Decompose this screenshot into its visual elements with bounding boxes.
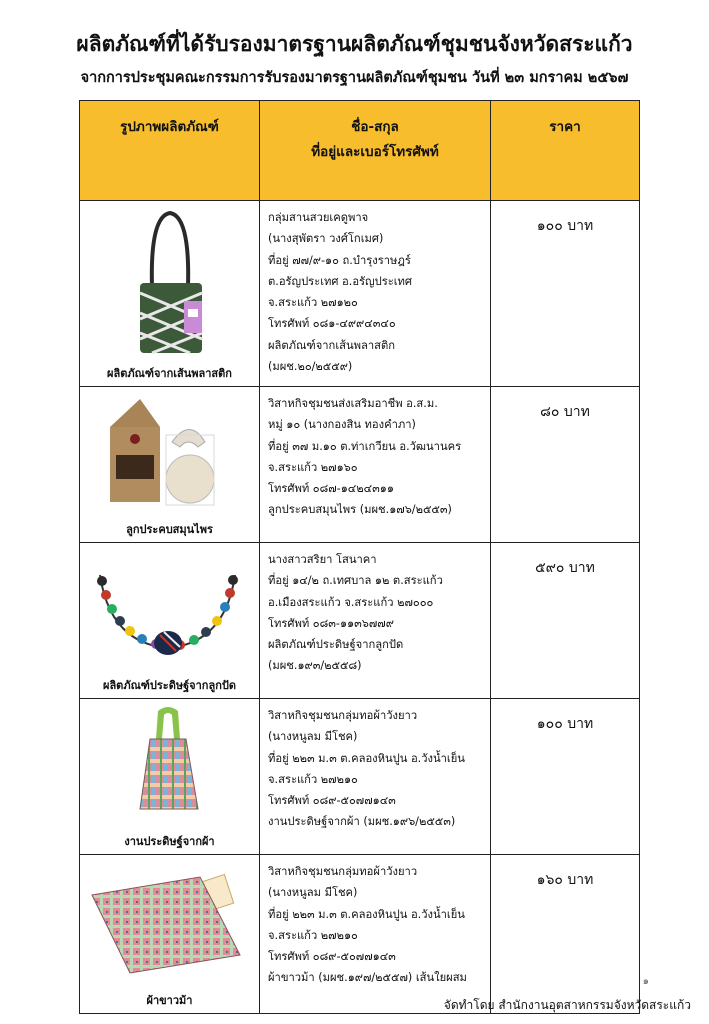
- header-image: รูปภาพผลิตภัณฑ์: [80, 101, 260, 201]
- contact-line: ที่อยู่ ๗๗/๙-๑๐ ถ.บำรุงราษฎร์: [268, 253, 411, 267]
- contact-line: ผลิตภัณฑ์ประดิษฐ์จากลูกปัด: [268, 638, 404, 652]
- contact-line: โทรศัพท์ ๐๘๑-๔๙๙๔๓๔๐: [268, 317, 396, 331]
- product-price: ๕๙๐ บาท: [491, 543, 640, 699]
- beaded-necklace-image: [80, 543, 257, 683]
- contact-line: (มผช.๒๐/๒๕๕๙): [268, 360, 353, 374]
- page-number: ๑: [642, 976, 649, 987]
- product-image-cell: [80, 387, 260, 543]
- herbal-compress-image: [80, 387, 257, 527]
- table-row: [80, 855, 640, 1014]
- product-price: ๘๐ บาท: [491, 387, 640, 543]
- product-price: ๑๐๐ บาท: [491, 201, 640, 387]
- contact-info: [260, 387, 491, 543]
- contact-line: (มผช.๑๙๓/๒๕๕๘): [268, 659, 362, 673]
- contact-line: จ.สระแก้ว ๒๗๒๑๐: [268, 928, 358, 942]
- contact-line: จ.สระแก้ว ๒๗๒๑๐: [268, 772, 358, 786]
- loincloth-image: [80, 855, 257, 1013]
- contact-line: โทรศัพท์ ๐๘๙-๕๐๗๗๑๔๓: [268, 794, 396, 808]
- contact-line: โทรศัพท์ ๐๘๗-๑๔๒๔๓๑๑: [268, 482, 394, 496]
- table-row: [80, 201, 640, 387]
- product-image-cell: [80, 699, 260, 855]
- table-row: [80, 387, 640, 543]
- contact-line: (นางสุพัตรา วงศ์โกเมศ): [268, 232, 384, 246]
- contact-line: ผลิตภัณฑ์จากเส้นพลาสติก: [268, 338, 396, 352]
- contact-line: ต.อรัญประเทศ อ.อรัญประเทศ: [268, 274, 413, 288]
- contact-line: จ.สระแก้ว ๒๗๑๒๐: [268, 296, 358, 310]
- contact-line: จ.สระแก้ว ๒๗๑๖๐: [268, 460, 358, 474]
- contact-line: วิสาหกิจชุมชนส่งเสริมอาชีพ อ.ส.ม.: [268, 397, 438, 410]
- product-image-cell: [80, 855, 260, 1014]
- contact-line: ผ้าขาวม้า (มผช.๑๙๗/๒๕๕๗) เส้นใยผสม: [268, 971, 467, 985]
- contact-line: กลุ่มสานสวยเคดูพาจ: [268, 211, 369, 224]
- contact-info: [260, 855, 491, 1014]
- product-caption: ผลิตภัณฑ์จากเส้นพลาสติก: [107, 367, 232, 380]
- product-caption: ผลิตภัณฑ์ประดิษฐ์จากลูกปัด: [103, 679, 236, 692]
- contact-line: หมู่ ๑๐ (นางกองสิน ทองคำภา): [268, 418, 416, 432]
- header-contact: [260, 101, 491, 201]
- product-caption: ผ้าขาวม้า: [146, 994, 193, 1007]
- page-title: ผลิตภัณฑ์ที่ได้รับรองมาตรฐานผลิตภัณฑ์ชุมชนจังหวัดสระแก้ว: [76, 32, 633, 56]
- footer-credit: จัดทำโดย สำนักงานอุตสาหกรรมจังหวัดสระแก้ว: [443, 998, 691, 1012]
- product-caption: งานประดิษฐ์จากผ้า: [124, 835, 215, 848]
- table-row: [80, 699, 640, 855]
- plastic-bag-image: [80, 201, 257, 386]
- product-price: ๑๖๐ บาท: [491, 855, 640, 1014]
- contact-line: ที่อยู่ ๓๗ ม.๑๐ ต.ท่าเกวียน อ.วัฒนานคร: [268, 439, 462, 453]
- contact-line: (นางหนูลม มีโชค): [268, 730, 358, 744]
- contact-info: [260, 699, 491, 855]
- product-image-cell: [80, 201, 260, 387]
- table-header-row: [80, 101, 640, 201]
- header-contact-line1: ชื่อ-สกุล: [351, 119, 399, 135]
- contact-line: ที่อยู่ ๑๔/๒ ถ.เทศบาล ๑๒ ต.สระแก้ว: [268, 574, 443, 588]
- contact-line: (นางหนูลม มีโชค): [268, 886, 358, 900]
- contact-line: โทรศัพท์ ๐๘๓-๑๑๓๖๗๗๙: [268, 616, 394, 630]
- contact-info: [260, 543, 491, 699]
- contact-line: นางสาวสริยา โสนาคา: [268, 553, 377, 566]
- contact-line: วิสาหกิจชุมชนกลุ่มทอผ้าวังยาว: [268, 865, 418, 878]
- product-caption: ลูกประคบสมุนไพร: [126, 523, 213, 536]
- contact-line: งานประดิษฐ์จากผ้า (มผช.๑๙๖/๒๕๕๓): [268, 815, 456, 829]
- header-contact-line2: ที่อยู่และเบอร์โทรศัพท์: [311, 144, 439, 160]
- page-subtitle: จากการประชุมคณะกรรมการรับรองมาตรฐานผลิตภัณฑ์ชุมชน วันที่ ๒๓ มกราคม ๒๕๖๗: [80, 70, 629, 86]
- table-row: [80, 543, 640, 699]
- product-table: [79, 100, 640, 1014]
- contact-line: โทรศัพท์ ๐๘๙-๕๐๗๗๑๔๓: [268, 950, 396, 964]
- contact-line: วิสาหกิจชุมชนกลุ่มทอผ้าวังยาว: [268, 709, 418, 722]
- contact-line: ที่อยู่ ๒๒๓ ม.๓ ต.คลองหินปูน อ.วังน้ำเย็น: [268, 907, 465, 921]
- contact-info: [260, 201, 491, 387]
- header-price: ราคา: [491, 101, 640, 201]
- contact-line: ลูกประคบสมุนไพร (มผช.๑๗๖/๒๕๕๓): [268, 503, 452, 517]
- product-price: ๑๐๐ บาท: [491, 699, 640, 855]
- contact-line: อ.เมืองสระแก้ว จ.สระแก้ว ๒๗๐๐๐: [268, 595, 434, 609]
- product-image-cell: [80, 543, 260, 699]
- contact-line: ที่อยู่ ๒๒๓ ม.๓ ต.คลองหินปูน อ.วังน้ำเย็น: [268, 751, 465, 765]
- fabric-craft-image: [80, 699, 257, 839]
